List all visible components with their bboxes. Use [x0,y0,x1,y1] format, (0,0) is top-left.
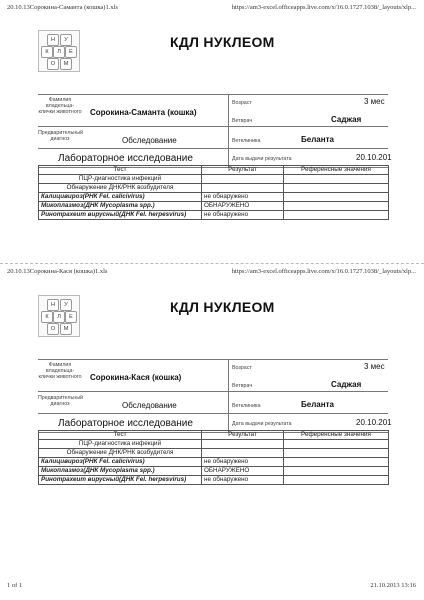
logo-letter: Н [47,34,59,46]
section-label: ПЦР-диагностика инфекций [39,175,202,184]
test-result: ОБНАРУЖЕНО [202,202,284,211]
section-label: Обнаружение ДНК/РНК возбудителя [39,184,202,193]
test-reference [284,467,389,476]
table-section-row [39,184,389,193]
logo-letter: У [60,299,72,311]
clinic-value: Беланта [301,400,334,409]
lab-title: КДЛ НУКЛЕОМ [170,34,275,50]
test-name: Микоплазмоз(ДНК Mycoplasma spp.) [39,467,202,476]
col-header-test: Тест [39,166,202,175]
table-header-row [39,431,389,440]
test-result: не обнаружено [202,211,284,220]
logo-letter: К [41,46,53,58]
lab-report-1 [0,30,424,280]
test-result: не обнаружено [202,458,284,467]
logo-letter: М [60,323,72,335]
nukleom-logo [38,30,80,72]
vet-label: Ветврач [232,118,253,124]
logo-letter: Е [65,311,77,323]
col-header-result: Результат [202,431,284,440]
lab-section-title: Лабораторное исследование [58,153,193,164]
vet-value: Саджая [331,380,362,389]
test-name: Микоплазмоз(ДНК Mycoplasma spp.) [39,202,202,211]
print-header-url: https://am3-excel.officeapps.live.com/x/16.0.1727.1038/_layouts/xlp... [231,4,416,11]
owner-value: Сорокина-Саманта (кошка) [90,108,197,117]
test-name: Ринотрахеит вирусный(ДНК Fel. herpesvirus) [39,476,202,485]
table-row [39,458,389,467]
test-reference [284,476,389,485]
print-header-filename: 20.10.13Сорокина-Кася (кошка)1.xls [7,268,108,275]
table-row [39,467,389,476]
clinic-value: Беланта [301,135,334,144]
diagnosis-label: Предварительный диагноз [38,395,83,407]
table-row [39,193,389,202]
test-reference [284,202,389,211]
age-label: Возраст [232,100,252,106]
date-label: Дата выдачи результата [232,421,292,427]
col-header-reference: Референсные значения [284,431,389,440]
table-row [39,476,389,485]
print-header-filename: 20.10.13Сорокина-Саманта (кошка)1.xls [7,4,118,11]
test-reference [284,458,389,467]
nukleom-logo [38,295,80,337]
page-footer [7,582,416,589]
date-label: Дата выдачи результата [232,156,292,162]
logo-letter: Е [65,46,77,58]
date-value: 20.10.201 [356,153,392,162]
logo-letter: У [60,34,72,46]
logo-letter: Л [53,46,65,58]
print-header-url: https://am3-excel.officeapps.live.com/x/16.0.1727.1038/_layouts/xlp... [231,268,416,275]
test-name: Калицивироз(РНК Fel. calicivirus) [39,458,202,467]
table-header-row [39,166,389,175]
test-result: не обнаружено [202,476,284,485]
date-value: 20.10.201 [356,418,392,427]
age-value: 3 мес [364,97,385,106]
table-section-row [39,440,389,449]
table-row [39,202,389,211]
col-header-result: Результат [202,166,284,175]
test-reference [284,211,389,220]
section-label: ПЦР-диагностика инфекций [39,440,202,449]
diagnosis-value: Обследование [122,401,177,410]
test-result: ОБНАРУЖЕНО [202,467,284,476]
diagnosis-label: Предварительный диагноз [38,130,83,142]
col-header-test: Тест [39,431,202,440]
lab-report-2 [0,295,424,545]
lab-title: КДЛ НУКЛЕОМ [170,299,275,315]
logo-letter: О [47,58,59,70]
test-name: Ринотрахеит вирусный(ДНК Fel. herpesvirus) [39,211,202,220]
table-section-row [39,175,389,184]
print-header [7,268,416,275]
logo-letter: О [47,323,59,335]
vet-value: Саджая [331,115,362,124]
page-divider [0,263,424,264]
owner-label: Фамилия владельца-клички животного [38,97,82,115]
page-count: 1 of 1 [7,582,23,589]
print-header [7,4,416,11]
col-header-reference: Референсные значения [284,166,389,175]
vet-label: Ветврач [232,383,253,389]
table-row [39,211,389,220]
logo-letter: К [41,311,53,323]
section-label: Обнаружение ДНК/РНК возбудителя [39,449,202,458]
test-result: не обнаружено [202,193,284,202]
test-name: Калицивироз(РНК Fel. calicivirus) [39,193,202,202]
test-results-table [38,165,389,220]
diagnosis-value: Обследование [122,136,177,145]
table-section-row [39,449,389,458]
test-results-table [38,430,389,485]
print-timestamp: 21.10.2013 13:16 [370,582,416,589]
age-label: Возраст [232,365,252,371]
clinic-label: Ветклиника [232,403,261,409]
logo-letter: Н [47,299,59,311]
logo-letter: М [60,58,72,70]
lab-section-title: Лабораторное исследование [58,418,193,429]
owner-label: Фамилия владельца-клички животного [38,362,82,380]
age-value: 3 мес [364,362,385,371]
clinic-label: Ветклиника [232,138,261,144]
owner-value: Сорокина-Кася (кошка) [90,373,182,382]
logo-letter: Л [53,311,65,323]
test-reference [284,193,389,202]
